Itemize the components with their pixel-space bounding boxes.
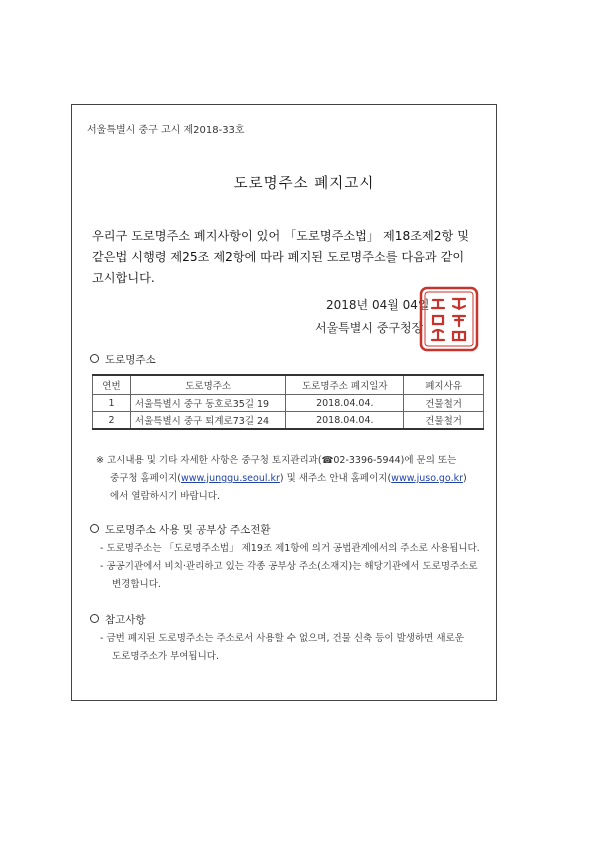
table-header-cell: 폐지사유	[404, 375, 484, 395]
table-row	[93, 412, 484, 430]
table-cell: 서울특별시 중구 퇴계로73길 24	[130, 412, 285, 430]
circle-bullet-icon	[90, 614, 99, 623]
section-heading-address-conversion: 도로명주소 사용 및 공부상 주소전환	[90, 522, 271, 537]
table-header-cell: 도로명주소	[130, 375, 285, 395]
juso-homepage-link[interactable]: www.juso.go.kr	[391, 473, 464, 484]
table-header-row	[93, 375, 484, 395]
table-cell: 2018.04.04.	[286, 412, 404, 430]
notice-number: 서울특별시 중구 고시 제2018-33호	[87, 125, 245, 136]
table-header-cell: 연번	[93, 375, 131, 395]
issuing-office: 서울특별시 중구청장	[315, 321, 424, 335]
table-cell: 건물철거	[404, 395, 484, 412]
note-line: ※ 고시내용 및 기타 자세한 사항은 중구청 토지관리과(☎02-3396-5944)에 문의 또는	[96, 455, 457, 466]
table-cell: 1	[93, 395, 131, 412]
section-heading-road-address: 도로명주소	[90, 352, 156, 367]
note-line: 에서 열람하시기 바랍니다.	[110, 491, 221, 502]
document-title: 도로명주소 폐지고시	[233, 176, 375, 192]
table-row	[93, 395, 484, 412]
list-item: - 도로명주소는 「도로명주소법」 제19조 제1항에 의거 공법관계에서의 주소로 사용됩니다.	[100, 543, 480, 554]
list-item: - 공공기관에서 비치·관리하고 있는 각종 공부상 주소(소재지)는 해당기관에서 도로명주소로 변경합니다.	[100, 561, 478, 590]
issue-date: 2018년 04월 04일	[326, 298, 430, 312]
circle-bullet-icon	[90, 524, 99, 533]
list-item: - 금번 폐지된 도로명주소는 주소로서 사용할 수 없으며, 건물 신축 등이 발생하면 새로운 도로명주소가 부여됩니다.	[100, 633, 464, 662]
inquiry-note	[96, 452, 488, 506]
table-cell: 서울특별시 중구 동호로35길 19	[130, 395, 285, 412]
junggu-homepage-link[interactable]: www.junggu.seoul.kr	[180, 473, 280, 484]
table-cell: 2018.04.04.	[286, 395, 404, 412]
circle-bullet-icon	[90, 354, 99, 363]
note-line: 중구청 홈페이지(www.junggu.seoul.kr) 및 새주소 안내 홈페이지(www.juso.go.kr)	[110, 473, 467, 484]
table-cell: 2	[93, 412, 131, 430]
official-seal-icon	[419, 286, 479, 352]
intro-paragraph: 우리구 도로명주소 폐지사항이 있어 「도로명주소법」 제18조제2항 및 같은법 시행령 제25조 제2항에 따라 폐지된 도로명주소를 다음과 같이 고시합니다.	[92, 229, 469, 285]
road-address-table	[92, 374, 484, 430]
section-heading-reference: 참고사항	[90, 612, 146, 627]
table-cell: 건물철거	[404, 412, 484, 430]
table-header-cell: 도로명주소 폐지일자	[286, 375, 404, 395]
